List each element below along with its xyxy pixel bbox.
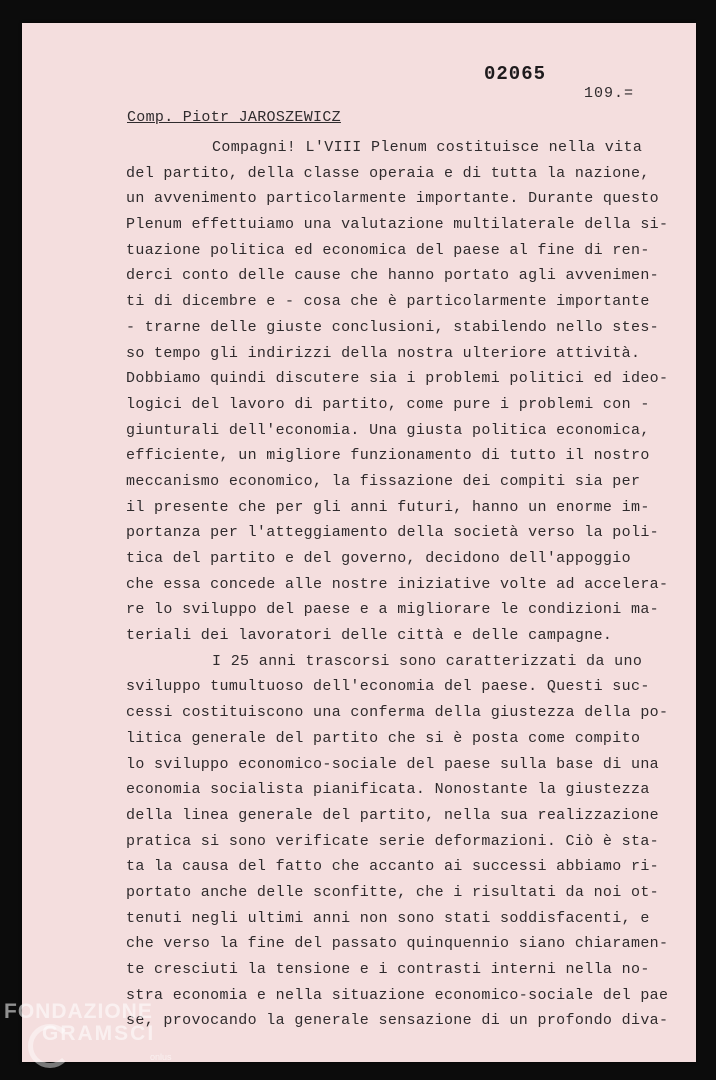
text-line: se, provocando la generale sensazione di un profondo diva- (126, 1012, 669, 1030)
text-line: teriali dei lavoratori delle città e delle campagne. (126, 627, 613, 645)
text-line: efficiente, un migliore funzionamento di tutto il nostro (126, 447, 650, 465)
text-line: stra economia e nella situazione economico-sociale del pae (126, 986, 669, 1004)
archive-number: 02065 (484, 63, 547, 85)
text-line: meccanismo economico, la fissazione dei compiti sia per (126, 472, 641, 490)
text-line: portanza per l'atteggiamento della società verso la poli- (126, 524, 660, 542)
speaker-heading: Comp. Piotr JAROSZEWICZ (127, 109, 341, 126)
text-line: tica del partito e del governo, decidono dell'appoggio (126, 550, 631, 567)
text-line: te cresciuti la tensione e i contrasti interni nella no- (126, 961, 650, 978)
text-line: il presente che per gli anni futuri, hanno un enorme im- (126, 498, 650, 516)
text-line: del partito, della classe operaia e di tutta la nazione, (126, 164, 650, 182)
text-line: ti di dicembre e - cosa che è particolarmente importante (126, 293, 650, 311)
text-line: litica generale del partito che si è posta come compito (126, 729, 641, 747)
text-line: Dobbiamo quindi discutere sia i problemi politici ed ideo- (126, 370, 669, 388)
text-line: Plenum effettuiamo una valutazione multilaterale della si- (126, 216, 669, 234)
page-number: 109.= (584, 85, 635, 102)
text-line: ta la causa del fatto che accanto ai successi abbiamo ri- (126, 858, 660, 876)
text-line: I 25 anni trascorsi sono caratterizzati da uno (212, 652, 643, 670)
text-line: so tempo gli indirizzi della nostra ulteriore attività. (126, 344, 641, 362)
watermark-line-3: onlus (150, 1052, 172, 1062)
text-line: cessi costituiscono una conferma della giustezza della po- (126, 704, 669, 722)
text-line: tuazione politica ed economica del paese al fine di ren- (126, 241, 650, 259)
watermark-line-1: FONDAZIONE (4, 1000, 153, 1023)
text-line: sviluppo tumultuoso dell'economia del paese. Questi suc- (126, 678, 650, 696)
watermark-line-2: GRAMSCI (42, 1022, 156, 1045)
text-line: pratica si sono verificate serie deformazioni. Ciò è sta- (126, 832, 660, 850)
text-line: derci conto delle cause che hanno portato agli avvenimen- (126, 267, 660, 285)
text-line: economia socialista pianificata. Nonostante la giustezza (126, 781, 650, 799)
text-line: che essa concede alle nostre iniziative volte ad accelera- (126, 575, 669, 593)
text-line: logici del lavoro di partito, come pure i problemi con - (126, 395, 650, 413)
text-line: della linea generale del partito, nella sua realizzazione (126, 806, 660, 824)
text-line: - trarne delle giuste conclusioni, stabilendo nello stes- (126, 318, 660, 336)
text-line: portato anche delle sconfitte, che i risultati da noi ot- (126, 883, 660, 901)
text-line: lo sviluppo economico-sociale del paese sulla base di una (126, 755, 660, 773)
text-line: giunturali dell'economia. Una giusta politica economica, (126, 421, 650, 439)
text-line: Compagni! L'VIII Plenum costituisce nella vita (212, 139, 643, 156)
text-line: che verso la fine del passato quinquennio siano chiaramen- (126, 935, 669, 953)
text-line: re lo sviluppo del paese e a migliorare le condizioni ma- (126, 601, 660, 619)
text-line: un avvenimento particolarmente importante. Durante questo (126, 190, 660, 208)
text-line: tenuti negli ultimi anni non sono stati soddisfacenti, e (126, 909, 650, 927)
document-page (22, 23, 696, 1062)
document-body (126, 135, 669, 1034)
